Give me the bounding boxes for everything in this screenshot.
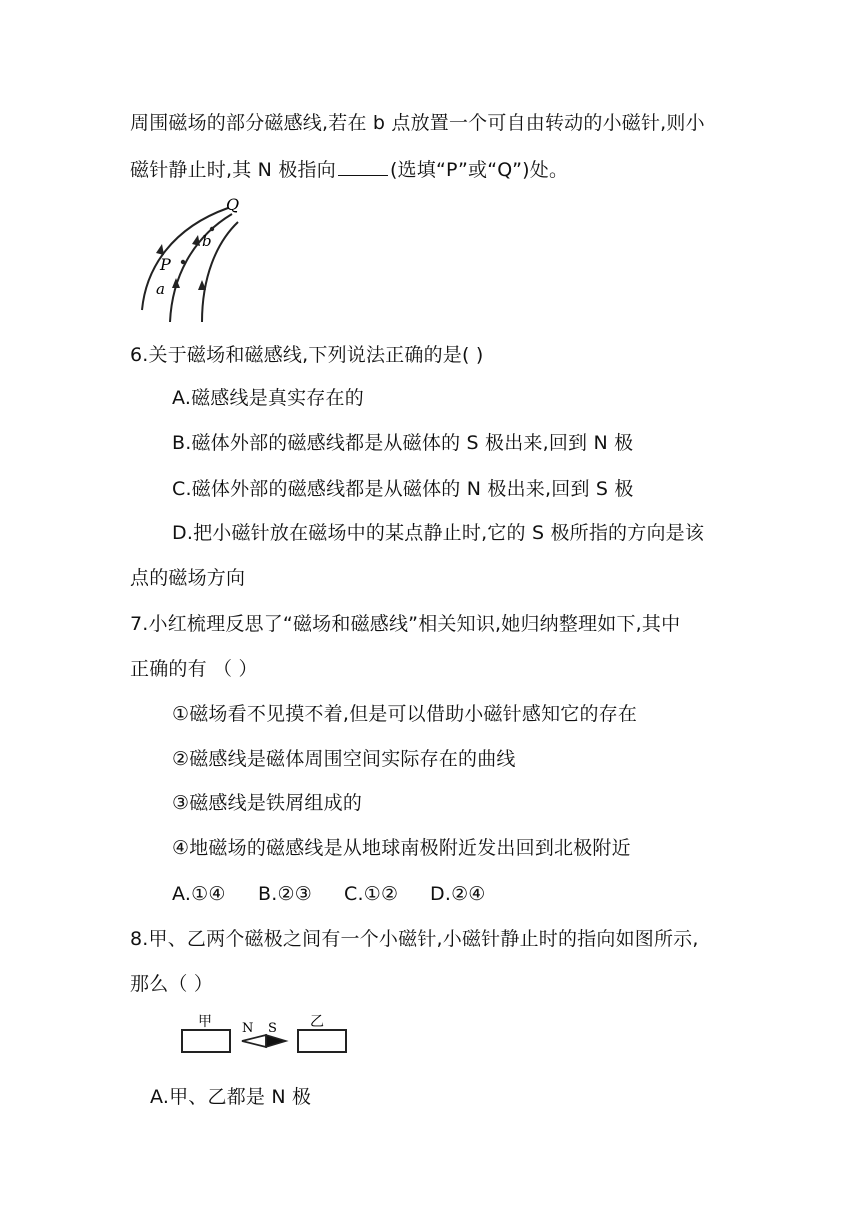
q6-stem: 6.关于磁场和磁感线,下列说法正确的是( ) — [130, 344, 484, 366]
q5-line-2 — [130, 157, 568, 183]
label-p: P — [160, 255, 171, 274]
q7-choice-b: B.②③ — [258, 883, 312, 905]
label-s: S — [268, 1021, 277, 1036]
point-b — [210, 227, 214, 231]
label-b: b — [202, 232, 212, 250]
q8-stem-line-1: 8.甲、乙两个磁极之间有一个小磁针,小磁针静止时的指向如图所示, — [130, 928, 699, 950]
q5-answer-blank — [338, 157, 388, 176]
q7-stem-line-2: 正确的有 （ ） — [130, 658, 258, 680]
q6-option-a: A.磁感线是真实存在的 — [172, 387, 364, 409]
q6-option-b: B.磁体外部的磁感线都是从磁体的 S 极出来,回到 N 极 — [172, 432, 634, 454]
label-q: Q — [226, 198, 240, 214]
arrow-middle — [192, 235, 200, 246]
q7-stem-line-1: 7.小红梳理反思了“磁场和磁感线”相关知识,她归纳整理如下,其中 — [130, 613, 681, 635]
q6-option-d-cont: 点的磁场方向 — [130, 567, 246, 589]
label-a: a — [156, 280, 165, 298]
point-p — [181, 260, 185, 264]
q5-line-1: 周围磁场的部分磁感线,若在 b 点放置一个可自由转动的小磁针,则小 — [130, 112, 705, 134]
field-lines-figure — [132, 198, 262, 326]
q7-choice-d: D.②④ — [430, 883, 486, 905]
label-n: N — [242, 1021, 254, 1036]
label-jia: 甲 — [198, 1014, 212, 1030]
q8-option-a: A.甲、乙都是 N 极 — [150, 1086, 312, 1108]
field-line-middle — [170, 214, 232, 322]
q7-statement-1: ①磁场看不见摸不着,但是可以借助小磁针感知它的存在 — [172, 703, 638, 725]
q7-statement-2: ②磁感线是磁体周围空间实际存在的曲线 — [172, 748, 516, 770]
poles-figure — [176, 1010, 356, 1060]
q7-choice-a: A.①④ — [172, 883, 226, 905]
pole-jia — [182, 1030, 230, 1052]
q7-choice-c: C.①② — [344, 883, 399, 905]
q7-statement-4: ④地磁场的磁感线是从地球南极附近发出回到北极附近 — [172, 837, 631, 859]
q6-option-d: D.把小磁针放在磁场中的某点静止时,它的 S 极所指的方向是该 — [172, 522, 705, 544]
q7-statement-3: ③磁感线是铁屑组成的 — [172, 792, 363, 814]
needle-n-half — [242, 1035, 266, 1047]
q7-choices — [172, 881, 486, 907]
q5-line-2-pre: 磁针静止时,其 N 极指向 — [130, 159, 336, 181]
q5-line-2-post: (选填“P”或“Q”)处。 — [389, 159, 569, 181]
arrow-left — [156, 244, 164, 255]
field-line-left — [142, 208, 228, 310]
needle-s-half — [266, 1035, 286, 1047]
q6-option-c: C.磁体外部的磁感线都是从磁体的 N 极出来,回到 S 极 — [172, 478, 634, 500]
pole-yi — [298, 1030, 346, 1052]
label-yi: 乙 — [310, 1014, 324, 1030]
q8-stem-line-2: 那么（ ） — [130, 973, 214, 995]
